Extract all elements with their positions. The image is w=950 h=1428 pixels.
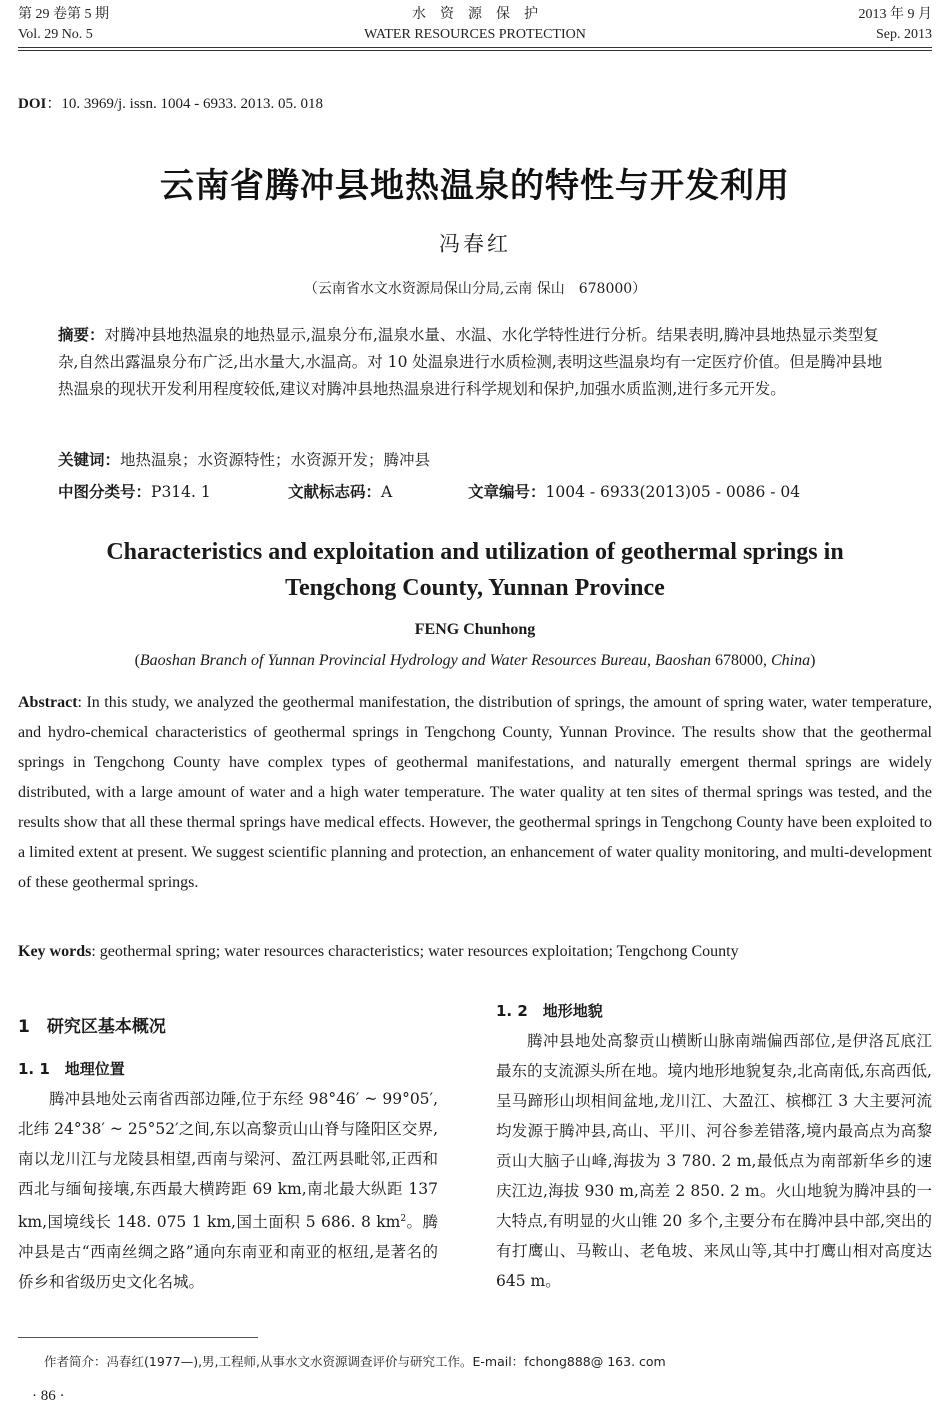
doc-code <box>288 479 392 506</box>
page-number: · 86 · <box>32 1388 65 1404</box>
clc-code <box>58 483 211 501</box>
keywords-en-text: : geothermal spring; water resources characteristics; water resources exploitation; Tengchong County <box>91 943 739 960</box>
author-zh: 冯春红 <box>439 232 511 256</box>
subsection-1-1-text <box>18 1084 438 1297</box>
journal-name-en: WATER RESOURCES PROTECTION <box>364 27 586 42</box>
subsection-1-2-heading: 1. 2 地形地貌 <box>496 1002 603 1020</box>
subsection-1-2-text: 腾冲县地处高黎贡山横断山脉南端偏西部位,是伊洛瓦底江最东的支流源头所在地。境内地形地貌复杂,北高南低,东高西低,呈马蹄形山坝相间盆地,龙川江、大盈江、槟榔江 3 大主要河流均发源于腾冲县,高山、平川、河谷参差错落,境内最高点为高黎贡山大脑子山峰,海拔为 3 780. 2 m,最低点为南部新华乡的速庆江边,海拔 930 m,高差 2 850. 2 m。火山地貌为腾冲县的一大特点,有明显的火山锥 20 多个,主要分布在腾冲县中部,突出的有打鹰山、马鞍山、老龟坡、来凤山等,其中打鹰山相对高度达 645 m。 <box>496 1032 932 1290</box>
affiliation-en-open: ( <box>134 652 140 669</box>
keywords-zh-text: 地热温泉；水资源特性；水资源开发；腾冲县 <box>120 451 431 469</box>
article-label: 文章编号： <box>468 483 546 501</box>
section-1-2-column <box>496 996 932 1296</box>
clc-value: P314. 1 <box>151 483 211 501</box>
subsection-1-1-text-a: 腾冲县地处云南省西部边陲,位于东经 98°46′ ~ 99°05′,北纬 24°38′ ~ 25°52′之间,东以高黎贡山山脊与隆阳区交界,南以龙川江与龙陵县相望,西南与梁河、盈江两县毗邻,正西和西北与缅甸接壤,东西最大横跨距 69 km,南北最大纵距 137 km,国境线长 148. 075 1 km,国土面积 5 686. 8 km <box>18 1090 438 1232</box>
author-en: FENG Chunhong <box>414 621 536 638</box>
affiliation-en-code: 678000, <box>710 652 771 669</box>
subsection-1-1-heading: 1. 1 地理位置 <box>18 1060 125 1078</box>
doi <box>18 92 323 113</box>
journal-volume: 第 29 卷第 5 期 <box>18 7 109 22</box>
doi-value: ：10. 3969/j. issn. 1004 - 6933. 2013. 05. 018 <box>46 96 324 112</box>
paper-title-en-line1: Characteristics and exploitation and utilization of geothermal springs in <box>106 539 844 565</box>
abstract-zh-label: 摘要： <box>58 326 105 344</box>
abstract-en-label: Abstract <box>18 694 78 711</box>
footnote-rule <box>18 1337 258 1338</box>
doc-value: A <box>381 483 393 501</box>
paper-title-en <box>0 534 950 606</box>
affiliation-en-org: Baoshan Branch of Yunnan Provincial Hydrology and Water Resources Bureau, Baoshan <box>139 652 711 669</box>
keywords-zh-label: 关键词： <box>58 451 121 469</box>
classification-line <box>58 479 894 506</box>
article-number <box>468 479 800 506</box>
issue-date-en: Sep. 2013 <box>876 27 932 42</box>
abstract-zh <box>58 322 894 403</box>
paper-title-zh: 云南省腾冲县地热温泉的特性与开发利用 <box>160 166 790 206</box>
keywords-en-label: Key words <box>18 943 92 960</box>
affiliation-en-close: ) <box>810 652 816 669</box>
section-1-column <box>18 1012 438 1297</box>
affiliation-en <box>0 652 950 670</box>
keywords-zh <box>58 447 894 474</box>
header-rule-secondary <box>18 50 932 51</box>
paper-title-en-line2: Tengchong County, Yunnan Province <box>285 575 665 601</box>
clc-label: 中图分类号： <box>58 483 152 501</box>
affiliation-zh: （云南省水文水资源局保山分局,云南 保山 678000） <box>303 281 647 297</box>
subsection-1-1-text-b: 。腾冲县是古“西南丝绸之路”通向东南亚和南亚的枢纽,是著名的侨乡和省级历史文化名城。 <box>18 1213 438 1292</box>
superscript-2: 2 <box>400 1214 407 1224</box>
section-1-heading: 1 研究区基本概况 <box>18 1017 166 1037</box>
article-value: 1004 - 6933(2013)05 - 0086 - 04 <box>545 483 801 501</box>
affiliation-en-country: China <box>770 652 811 669</box>
abstract-en <box>18 688 932 898</box>
issue-date: 2013 年 9 月 <box>858 7 932 22</box>
author-footnote: 作者简介：冯春红(1977—),男,工程师,从事水文水资源调查评价与研究工作。E-mail：fchong888@ 163. com <box>44 1354 666 1369</box>
abstract-zh-text: 对腾冲县地热温泉的地热显示,温泉分布,温泉水量、水温、水化学特性进行分析。结果表明,腾冲县地热显示类型复杂,自然出露温泉分布广泛,出水量大,水温高。对 10 处温泉进行水质检测,表明这些温泉均有一定医疗价值。但是腾冲县地热温泉的现状开发利用程度较低,建议对腾冲县地热温泉进行科学规划和保护,加强水质监测,进行多元开发。 <box>58 326 883 398</box>
doi-label: DOI <box>18 96 47 112</box>
header-rule <box>18 47 932 48</box>
doc-label: 文献标志码： <box>288 483 382 501</box>
journal-volume-en: Vol. 29 No. 5 <box>18 27 93 42</box>
journal-name: 水 资 源 保 护 <box>412 7 538 22</box>
keywords-en <box>18 937 932 967</box>
abstract-en-text: : In this study, we analyzed the geothermal manifestation, the distribution of springs, the amount of spring water, water temperature, and hydro-chemical characteristics of geothermal springs in Tengchong County, Yunnan Province. The results show that the geothermal springs in Tengchong County have complex types of geothermal manifestations, and naturally emergent thermal springs are widely distributed, with a large amount of water and a high water temperature. The water quality at ten sites of thermal springs was tested, and the results show that all these thermal springs have medical effects. However, the geothermal springs in Tengchong County have been exploited to a limited extent at present. We suggest scientific planning and protection, an enhancement of water quality monitoring, and multi-development of these geothermal springs. <box>18 694 932 891</box>
